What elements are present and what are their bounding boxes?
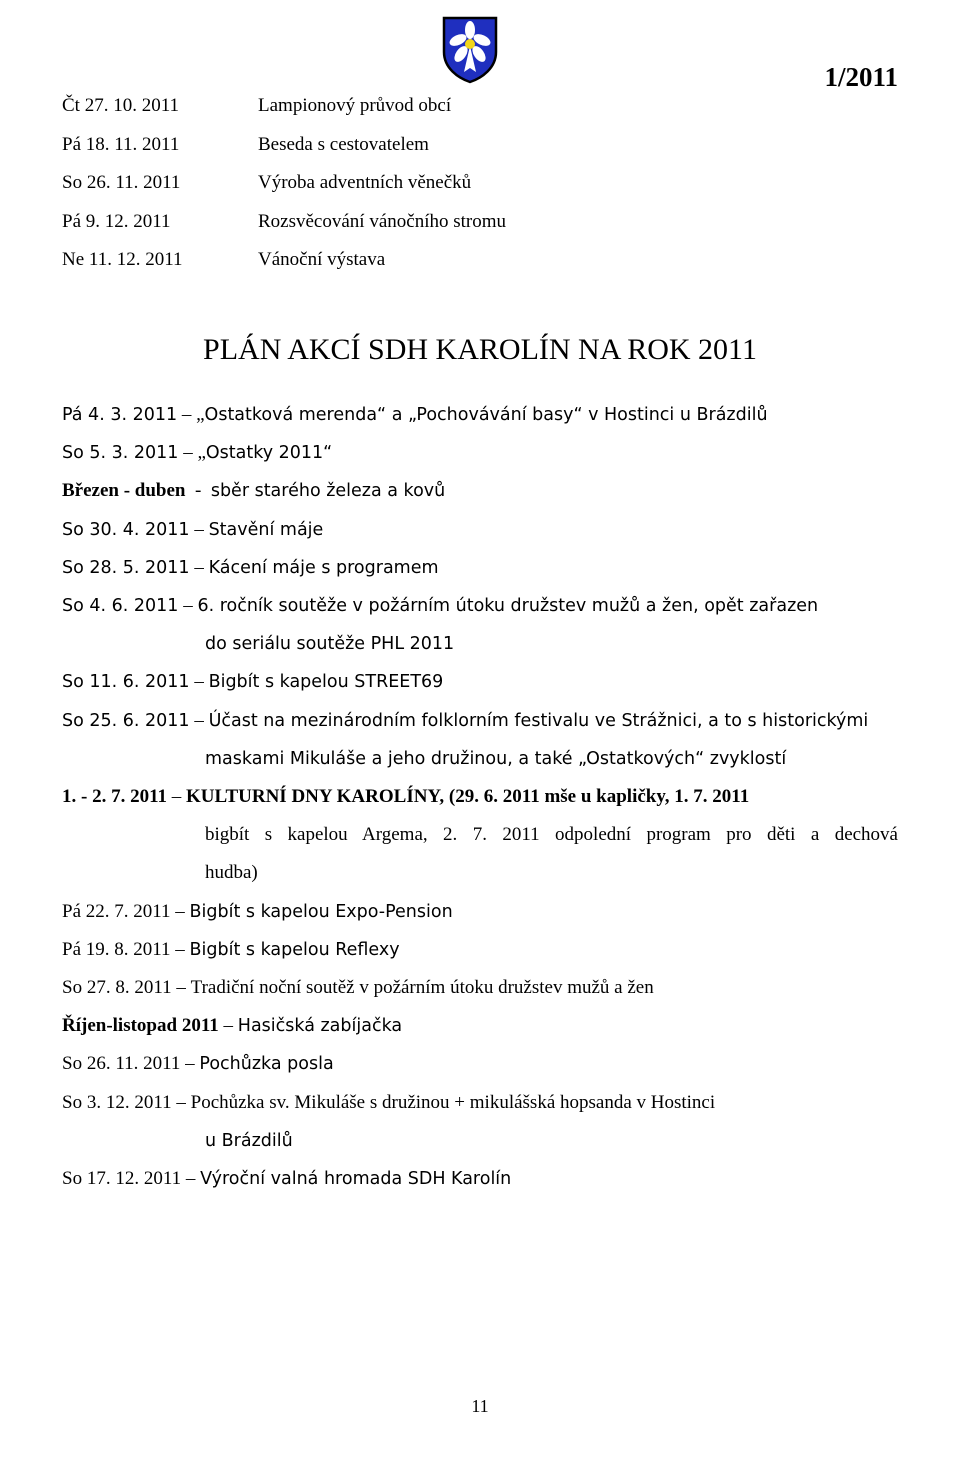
plan-row-separator: – bbox=[218, 1015, 238, 1037]
plan-row-text: Hasičská zabíjačka bbox=[237, 1016, 403, 1037]
plan-row-text: Účast na mezinárodním folklorním festivalu ve Strážnici, a to s historickými bbox=[208, 710, 869, 731]
plan-row-separator: – bbox=[170, 900, 190, 922]
plan-row-text: Bigbít s kapelou Expo-Pension bbox=[189, 901, 453, 922]
plan-row-date: So 4. 6. 2011 bbox=[62, 596, 179, 616]
plan-row bbox=[62, 481, 445, 501]
plan-row-separator: - bbox=[185, 480, 211, 502]
plan-row-separator: – bbox=[189, 556, 209, 578]
top-event-date: Ne 11. 12. 2011 bbox=[62, 249, 183, 270]
plan-row-text: Stavění máje bbox=[208, 519, 324, 540]
plan-row-separator: – bbox=[178, 595, 198, 616]
plan-row-text: Pochůzka sv. Mikuláše s družinou + mikulášská hopsanda v Hostinci bbox=[190, 1091, 716, 1113]
plan-row bbox=[62, 711, 868, 731]
coat-of-arms-crest bbox=[442, 16, 498, 84]
plan-row-separator: – bbox=[189, 671, 209, 693]
plan-row-separator: – bbox=[189, 709, 209, 731]
top-event-name: Beseda s cestovatelem bbox=[258, 133, 429, 155]
plan-row bbox=[62, 405, 768, 425]
plan-row-text: Výroční valná hromada SDH Karolín bbox=[200, 1169, 512, 1189]
plan-row-date: So 26. 11. 2011 bbox=[62, 1053, 181, 1075]
issue-number: 1/2011 bbox=[824, 62, 898, 92]
top-event-name: Lampionový průvod obcí bbox=[258, 95, 452, 116]
plan-row-text: Ostatky 2011“ bbox=[205, 443, 333, 464]
plan-row-date: So 30. 4. 2011 bbox=[62, 519, 190, 540]
plan-row bbox=[62, 596, 818, 616]
plan-row-text: 6. ročník soutěže v požárním útoku družstev mužů a žen, opět zařazen bbox=[197, 596, 819, 616]
plan-row-separator: – „ bbox=[177, 404, 205, 425]
plan-row-text: maskami Mikuláše a jeho družinou, a také „Ostatkových“ zvyklostí bbox=[205, 748, 787, 769]
plan-row-continuation bbox=[205, 1131, 293, 1151]
plan-row-date: Pá 22. 7. 2011 bbox=[62, 900, 171, 922]
plan-row-text: hudba) bbox=[205, 862, 258, 884]
top-event-date: So 26. 11. 2011 bbox=[62, 172, 181, 193]
plan-row-text: sběr starého železa a kovů bbox=[210, 481, 446, 502]
plan-row-date: So 3. 12. 2011 bbox=[62, 1091, 172, 1113]
plan-row-separator: – bbox=[171, 1091, 191, 1113]
plan-row-separator: – bbox=[189, 518, 209, 540]
plan-row-date: 1. - 2. 7. 2011 bbox=[62, 786, 168, 807]
plan-row bbox=[62, 902, 453, 922]
plan-row-separator: – bbox=[170, 938, 190, 960]
plan-row-separator: – bbox=[180, 1053, 200, 1075]
top-event-name: Výroba adventních věnečků bbox=[258, 172, 472, 193]
plan-row-text: Bigbít s kapelou STREET69 bbox=[208, 672, 444, 693]
plan-row-date: So 5. 3. 2011 bbox=[62, 443, 179, 464]
top-event-date: Pá 9. 12. 2011 bbox=[62, 210, 171, 232]
plan-row bbox=[62, 520, 323, 540]
plan-row bbox=[62, 787, 749, 806]
plan-row-date: So 27. 8. 2011 bbox=[62, 977, 172, 998]
plan-row-continuation bbox=[205, 749, 786, 769]
page-number: 11 bbox=[471, 1396, 489, 1416]
top-event-name: Rozsvěcování vánočního stromu bbox=[258, 210, 507, 232]
plan-row-date: Říjen-listopad 2011 bbox=[62, 1015, 219, 1037]
plan-row-text: u Brázdilů bbox=[205, 1130, 293, 1151]
plan-row-text: Ostatková merenda“ a „Pochovávání basy“ v Hostinci u Brázdilů bbox=[204, 405, 768, 425]
plan-row bbox=[62, 443, 332, 463]
plan-row bbox=[62, 1093, 715, 1112]
plan-row-date: So 25. 6. 2011 bbox=[62, 710, 190, 731]
plan-row-date: Pá 4. 3. 2011 bbox=[62, 405, 178, 425]
plan-row-text: Bigbít s kapelou Reflexy bbox=[189, 939, 400, 960]
top-event-date: Pá 18. 11. 2011 bbox=[62, 133, 180, 155]
top-event-name: Vánoční výstava bbox=[258, 249, 386, 270]
plan-row-separator: – bbox=[171, 977, 191, 998]
plan-row-continuation bbox=[205, 863, 258, 882]
plan-row-separator: – bbox=[167, 786, 187, 807]
plan-row-separator: – „ bbox=[178, 442, 206, 464]
plan-row-text: Tradiční noční soutěž v požárním útoku družstev mužů a žen bbox=[190, 977, 654, 998]
plan-row-continuation bbox=[205, 825, 898, 844]
plan-row-date: Březen - duben bbox=[62, 480, 186, 502]
plan-row-date: So 11. 6. 2011 bbox=[62, 672, 190, 693]
plan-row-continuation bbox=[205, 634, 454, 654]
plan-heading: PLÁN AKCÍ SDH KAROLÍN NA ROK 2011 bbox=[203, 333, 757, 366]
plan-row bbox=[62, 1054, 334, 1074]
plan-row-date: So 28. 5. 2011 bbox=[62, 557, 190, 578]
plan-row-date: So 17. 12. 2011 bbox=[62, 1168, 182, 1189]
plan-row bbox=[62, 978, 654, 997]
plan-row-separator: – bbox=[181, 1168, 201, 1189]
plan-row-text: bigbít s kapelou Argema, 2. 7. 2011 odpolední program pro děti a dechová bbox=[205, 824, 898, 846]
plan-row-text: do seriálu soutěže PHL 2011 bbox=[205, 634, 455, 655]
top-event-date: Čt 27. 10. 2011 bbox=[62, 95, 179, 116]
plan-row-text: KULTURNÍ DNY KAROLÍNY, (29. 6. 2011 mše u kapličky, 1. 7. 2011 bbox=[186, 786, 750, 807]
plan-row-text: Pochůzka posla bbox=[199, 1054, 334, 1075]
plan-row-date: Pá 19. 8. 2011 bbox=[62, 938, 171, 960]
plan-row bbox=[62, 1169, 511, 1189]
plan-row bbox=[62, 672, 443, 692]
plan-row-text: Kácení máje s programem bbox=[208, 557, 439, 578]
plan-row bbox=[62, 558, 439, 578]
plan-row bbox=[62, 940, 400, 960]
plan-row bbox=[62, 1016, 402, 1036]
